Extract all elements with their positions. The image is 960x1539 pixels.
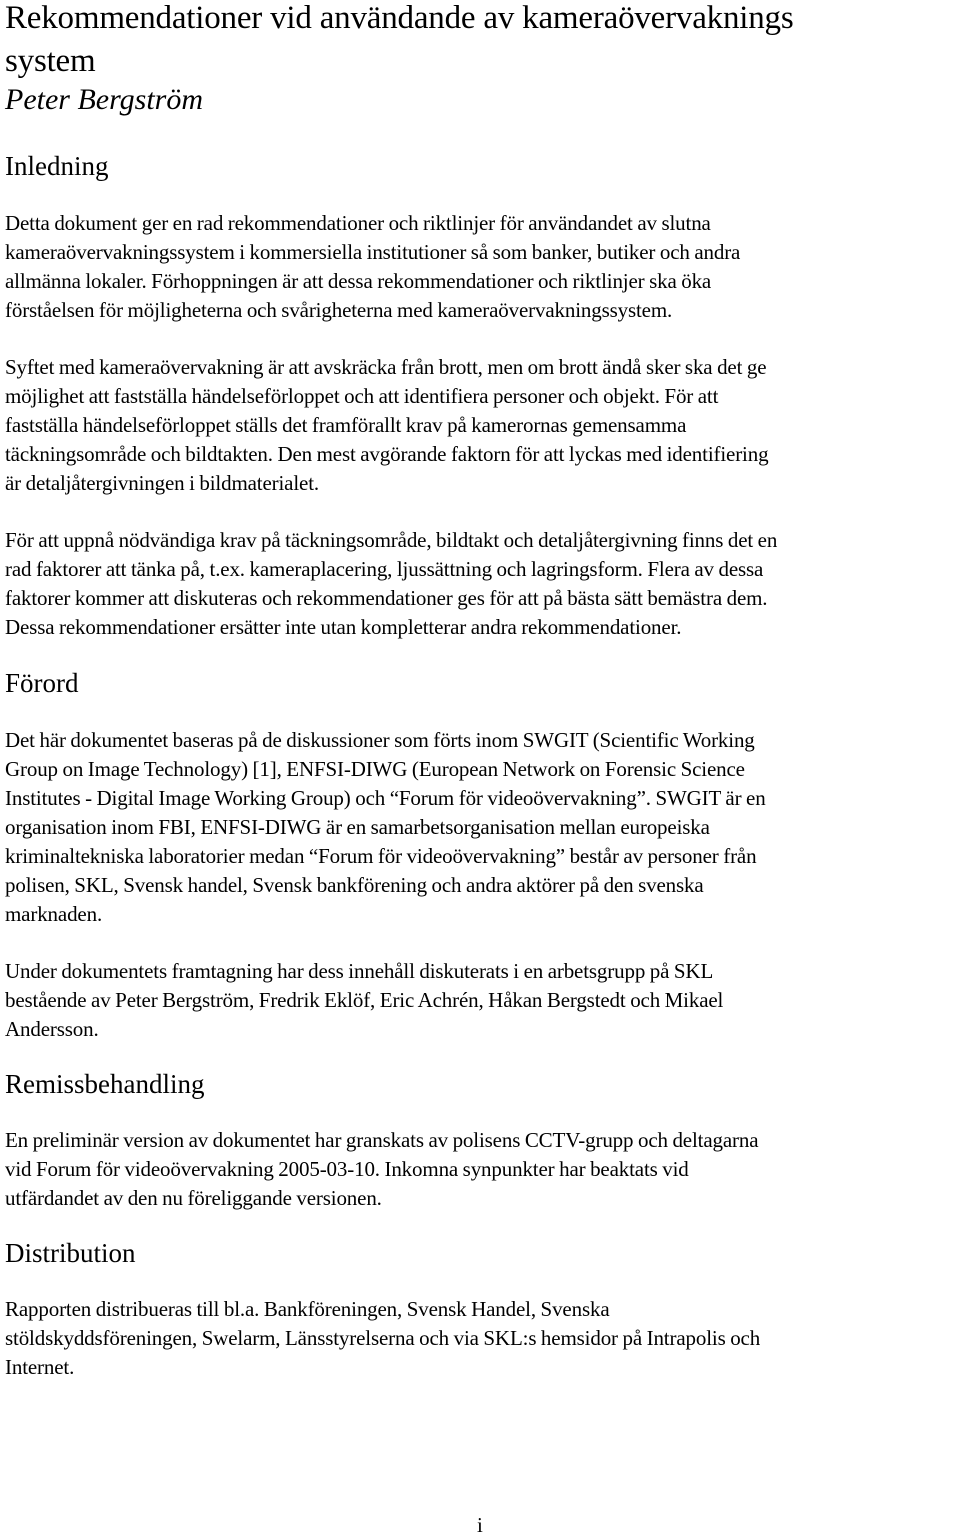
paragraph-line: marknaden.	[5, 902, 103, 926]
paragraph-line: Andersson.	[5, 1017, 99, 1041]
paragraph-line: rad faktorer att tänka på, t.ex. kameraplacering, ljussättning och lagringsform. Flera av dessa	[5, 557, 764, 581]
paragraph-line: är detaljåtergivningen i bildmaterialet.	[5, 471, 319, 495]
section-heading-remissbehandling: Remissbehandling	[5, 1069, 205, 1099]
paragraph	[5, 526, 960, 642]
paragraph-line: täckningsområde och bildtakten. Den mest avgörande faktorn för att lyckas med identifiering	[5, 442, 769, 466]
document-title	[5, 0, 960, 83]
title-line: Rekommendationer vid användande av kameraövervaknings	[5, 0, 794, 36]
paragraph	[5, 353, 960, 498]
paragraph-line: Rapporten distribueras till bl.a. Bankföreningen, Svensk Handel, Svenska	[5, 1297, 610, 1321]
paragraph-line: polisen, SKL, Svensk handel, Svensk bankförening och andra aktörer på den svenska	[5, 873, 704, 897]
section-heading-forord: Förord	[5, 668, 79, 698]
paragraph-line: Under dokumentets framtagning har dess innehåll diskuterats i en arbetsgrupp på SKL	[5, 959, 714, 983]
section-heading-inledning: Inledning	[5, 151, 109, 181]
paragraph	[5, 957, 960, 1044]
paragraph-line: faktorer kommer att diskuteras och rekommendationer ges för att på bästa sätt bemästra dem.	[5, 586, 768, 610]
paragraph-line: stöldskyddsföreningen, Swelarm, Länsstyrelserna och via SKL:s hemsidor på Intrapolis och	[5, 1326, 761, 1350]
paragraph-line: En preliminär version av dokumentet har granskats av polisens CCTV-grupp och deltagarna	[5, 1128, 759, 1152]
paragraph	[5, 209, 960, 325]
page-number: i	[477, 1513, 483, 1537]
paragraph-line: Det här dokumentet baseras på de diskussioner som förts inom SWGIT (Scientific Working	[5, 728, 755, 752]
paragraph-line: Syftet med kameraövervakning är att avskräcka från brott, men om brott ändå sker ska det ge	[5, 355, 767, 379]
document-page	[5, 0, 960, 1382]
paragraph-line: Institutes - Digital Image Working Group) och “Forum för videoövervakning”. SWGIT är en	[5, 786, 766, 810]
paragraph-line: kriminaltekniska laboratorier medan “Forum för videoövervakning” består av personer från	[5, 844, 757, 868]
title-line: system	[5, 43, 96, 79]
paragraph-line: kameraövervakningssystem i kommersiella institutioner så som banker, butiker och andra	[5, 240, 741, 264]
document-author: Peter Bergström	[5, 83, 204, 116]
paragraph	[5, 1126, 960, 1213]
paragraph-line: För att uppnå nödvändiga krav på täckningsområde, bildtakt och detaljåtergivning finns det en	[5, 528, 778, 552]
paragraph-line: allmänna lokaler. Förhoppningen är att dessa rekommendationer och riktlinjer ska öka	[5, 269, 712, 293]
paragraph-line: utfärdandet av den nu föreliggande versionen.	[5, 1186, 382, 1210]
paragraph-line: möjlighet att fastställa händelseförloppet och att identifiera personer och objekt. För att	[5, 384, 719, 408]
paragraph-line: Group on Image Technology) [1], ENFSI-DIWG (European Network on Forensic Science	[5, 757, 745, 781]
paragraph-line: bestående av Peter Bergström, Fredrik Eklöf, Eric Achrén, Håkan Bergstedt och Mikael	[5, 988, 724, 1012]
paragraph-line: fastställa händelseförloppet ställs det framförallt krav på kamerornas gemensamma	[5, 413, 687, 437]
paragraph-line: vid Forum för videoövervakning 2005-03-10. Inkomna synpunkter har beaktats vid	[5, 1157, 689, 1181]
paragraph	[5, 726, 960, 929]
paragraph-line: Detta dokument ger en rad rekommendationer och riktlinjer för användandet av slutna	[5, 211, 711, 235]
paragraph-line: Dessa rekommendationer ersätter inte utan kompletterar andra rekommendationer.	[5, 615, 682, 639]
section-heading-distribution: Distribution	[5, 1238, 136, 1268]
paragraph	[5, 1295, 960, 1382]
paragraph-line: organisation inom FBI, ENFSI-DIWG är en samarbetsorganisation mellan europeiska	[5, 815, 710, 839]
paragraph-line: förståelsen för möjligheterna och svårigheterna med kameraövervakningssystem.	[5, 298, 673, 322]
paragraph-line: Internet.	[5, 1355, 75, 1379]
